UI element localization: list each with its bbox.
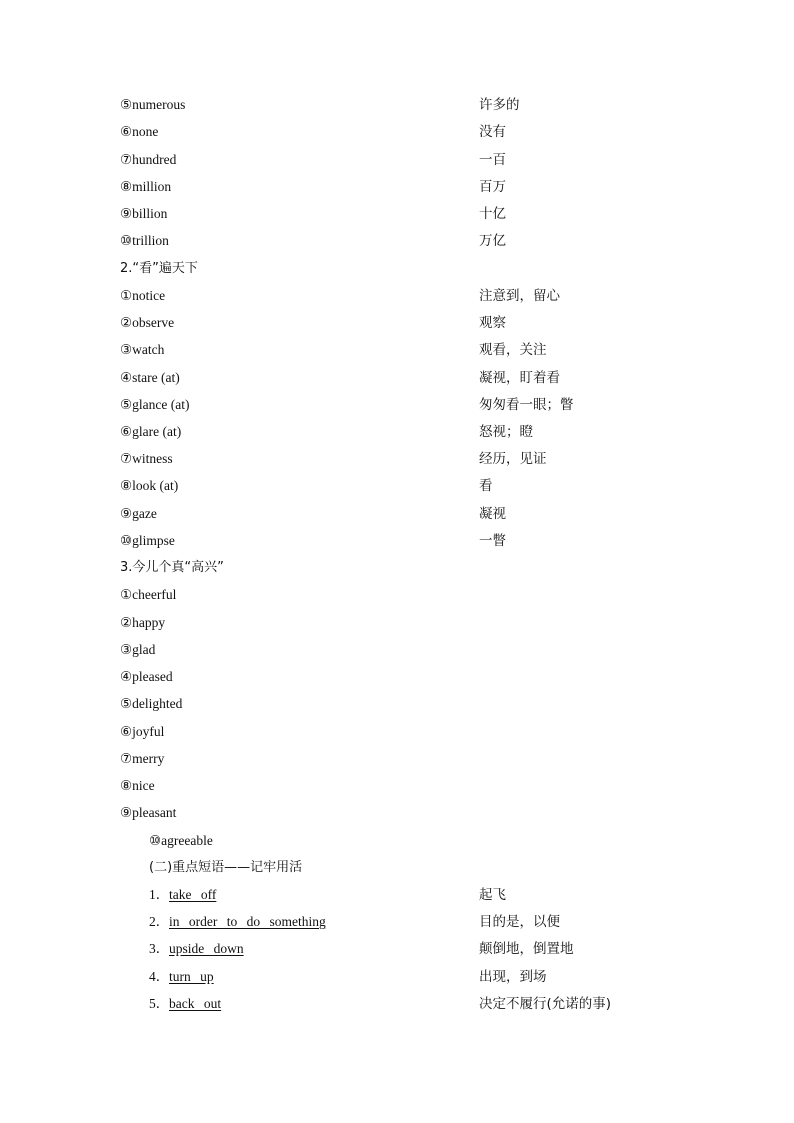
vocab-term: ④stare (at)	[120, 370, 180, 385]
phrase-text: in order to do something	[169, 914, 326, 929]
section-heading	[0, 858, 794, 878]
vocab-term: ④pleased	[120, 669, 173, 684]
section-heading	[0, 558, 794, 578]
section-heading	[0, 259, 794, 279]
section2-heading: 2.“看”遍天下	[120, 261, 198, 276]
vocab-row	[0, 422, 794, 442]
vocab-meaning: 百万	[479, 179, 506, 195]
vocab-row	[0, 449, 794, 469]
vocab-meaning: 看	[479, 478, 493, 494]
vocab-term: ⑤delighted	[120, 696, 183, 711]
phrase-row	[0, 939, 794, 959]
vocab-row	[0, 95, 794, 115]
vocab-term: ⑥none	[120, 124, 159, 139]
vocab-meaning: 一瞥	[479, 533, 506, 549]
phrase-number: 5．	[149, 996, 170, 1011]
phrase-number: 2．	[149, 914, 170, 929]
phrase-meaning: 目的是，以便	[479, 914, 560, 930]
vocab-term: ⑩agreeable	[149, 833, 213, 848]
vocab-meaning: 匆匆看一眼；瞥	[479, 397, 574, 413]
vocab-row	[0, 150, 794, 170]
vocab-row	[0, 476, 794, 496]
vocab-meaning: 一百	[479, 152, 506, 168]
vocab-row	[0, 231, 794, 251]
vocab-meaning: 注意到，留心	[479, 288, 560, 304]
vocab-term: ⑦witness	[120, 451, 173, 466]
phrase-meaning: 颠倒地，倒置地	[479, 941, 574, 957]
phrase-number: 4．	[149, 969, 170, 984]
phrase-meaning: 出现，到场	[479, 969, 547, 985]
vocab-row	[0, 122, 794, 142]
vocab-row	[0, 531, 794, 551]
phrase-text: turn up	[169, 969, 214, 984]
phrases-heading: (二)重点短语——记牢用活	[149, 860, 303, 875]
vocab-row	[0, 831, 794, 851]
vocab-row	[0, 177, 794, 197]
vocab-meaning: 许多的	[479, 97, 520, 113]
phrase-row	[0, 885, 794, 905]
vocab-term: ⑨pleasant	[120, 805, 177, 820]
vocab-row	[0, 667, 794, 687]
vocab-row	[0, 613, 794, 633]
vocab-term: ①cheerful	[120, 587, 177, 602]
vocab-meaning: 十亿	[479, 206, 506, 222]
vocab-term: ⑦hundred	[120, 152, 177, 167]
vocab-term: ⑨billion	[120, 206, 168, 221]
vocab-term: ⑧nice	[120, 778, 155, 793]
vocab-row	[0, 585, 794, 605]
vocab-row	[0, 722, 794, 742]
vocab-meaning: 万亿	[479, 233, 506, 249]
phrase-meaning: 决定不履行(允诺的事)	[479, 996, 612, 1012]
vocab-term: ②observe	[120, 315, 175, 330]
vocab-row	[0, 749, 794, 769]
vocab-term: ⑥glare (at)	[120, 424, 182, 439]
vocab-row	[0, 313, 794, 333]
phrase-number: 3．	[149, 941, 170, 956]
phrase-meaning: 起飞	[479, 887, 506, 903]
vocab-meaning: 凝视	[479, 506, 506, 522]
vocab-term: ⑧million	[120, 179, 172, 194]
vocab-row	[0, 803, 794, 823]
phrase-row	[0, 994, 794, 1014]
vocab-term: ⑩trillion	[120, 233, 169, 248]
phrase-text: take off	[169, 887, 217, 902]
phrase-text: upside down	[169, 941, 244, 956]
vocab-meaning: 观看，关注	[479, 342, 547, 358]
vocab-term: ⑧look (at)	[120, 478, 179, 493]
phrase-number: 1．	[149, 887, 170, 902]
vocab-row	[0, 286, 794, 306]
vocab-term: ⑤glance (at)	[120, 397, 190, 412]
vocab-meaning: 凝视，盯着看	[479, 370, 560, 386]
vocab-term: ⑦merry	[120, 751, 165, 766]
vocab-term: ①notice	[120, 288, 166, 303]
vocab-term: ③watch	[120, 342, 165, 357]
vocab-term: ③glad	[120, 642, 156, 657]
vocab-row	[0, 504, 794, 524]
vocab-term: ⑤numerous	[120, 97, 186, 112]
vocab-meaning: 没有	[479, 124, 506, 140]
vocab-meaning: 经历，见证	[479, 451, 547, 467]
phrase-row	[0, 967, 794, 987]
vocab-row	[0, 395, 794, 415]
vocab-row	[0, 204, 794, 224]
phrase-text: back out	[169, 996, 222, 1011]
vocab-term: ⑥joyful	[120, 724, 165, 739]
vocab-meaning: 观察	[479, 315, 506, 331]
vocab-row	[0, 368, 794, 388]
vocab-term: ⑩glimpse	[120, 533, 175, 548]
vocab-meaning: 怒视；瞪	[479, 424, 533, 440]
section3-heading: 3.今儿个真“高兴”	[120, 560, 224, 575]
vocab-term: ②happy	[120, 615, 166, 630]
vocab-row	[0, 694, 794, 714]
vocab-term: ⑨gaze	[120, 506, 157, 521]
phrase-row	[0, 912, 794, 932]
vocab-row	[0, 640, 794, 660]
vocab-row	[0, 776, 794, 796]
vocab-row	[0, 340, 794, 360]
